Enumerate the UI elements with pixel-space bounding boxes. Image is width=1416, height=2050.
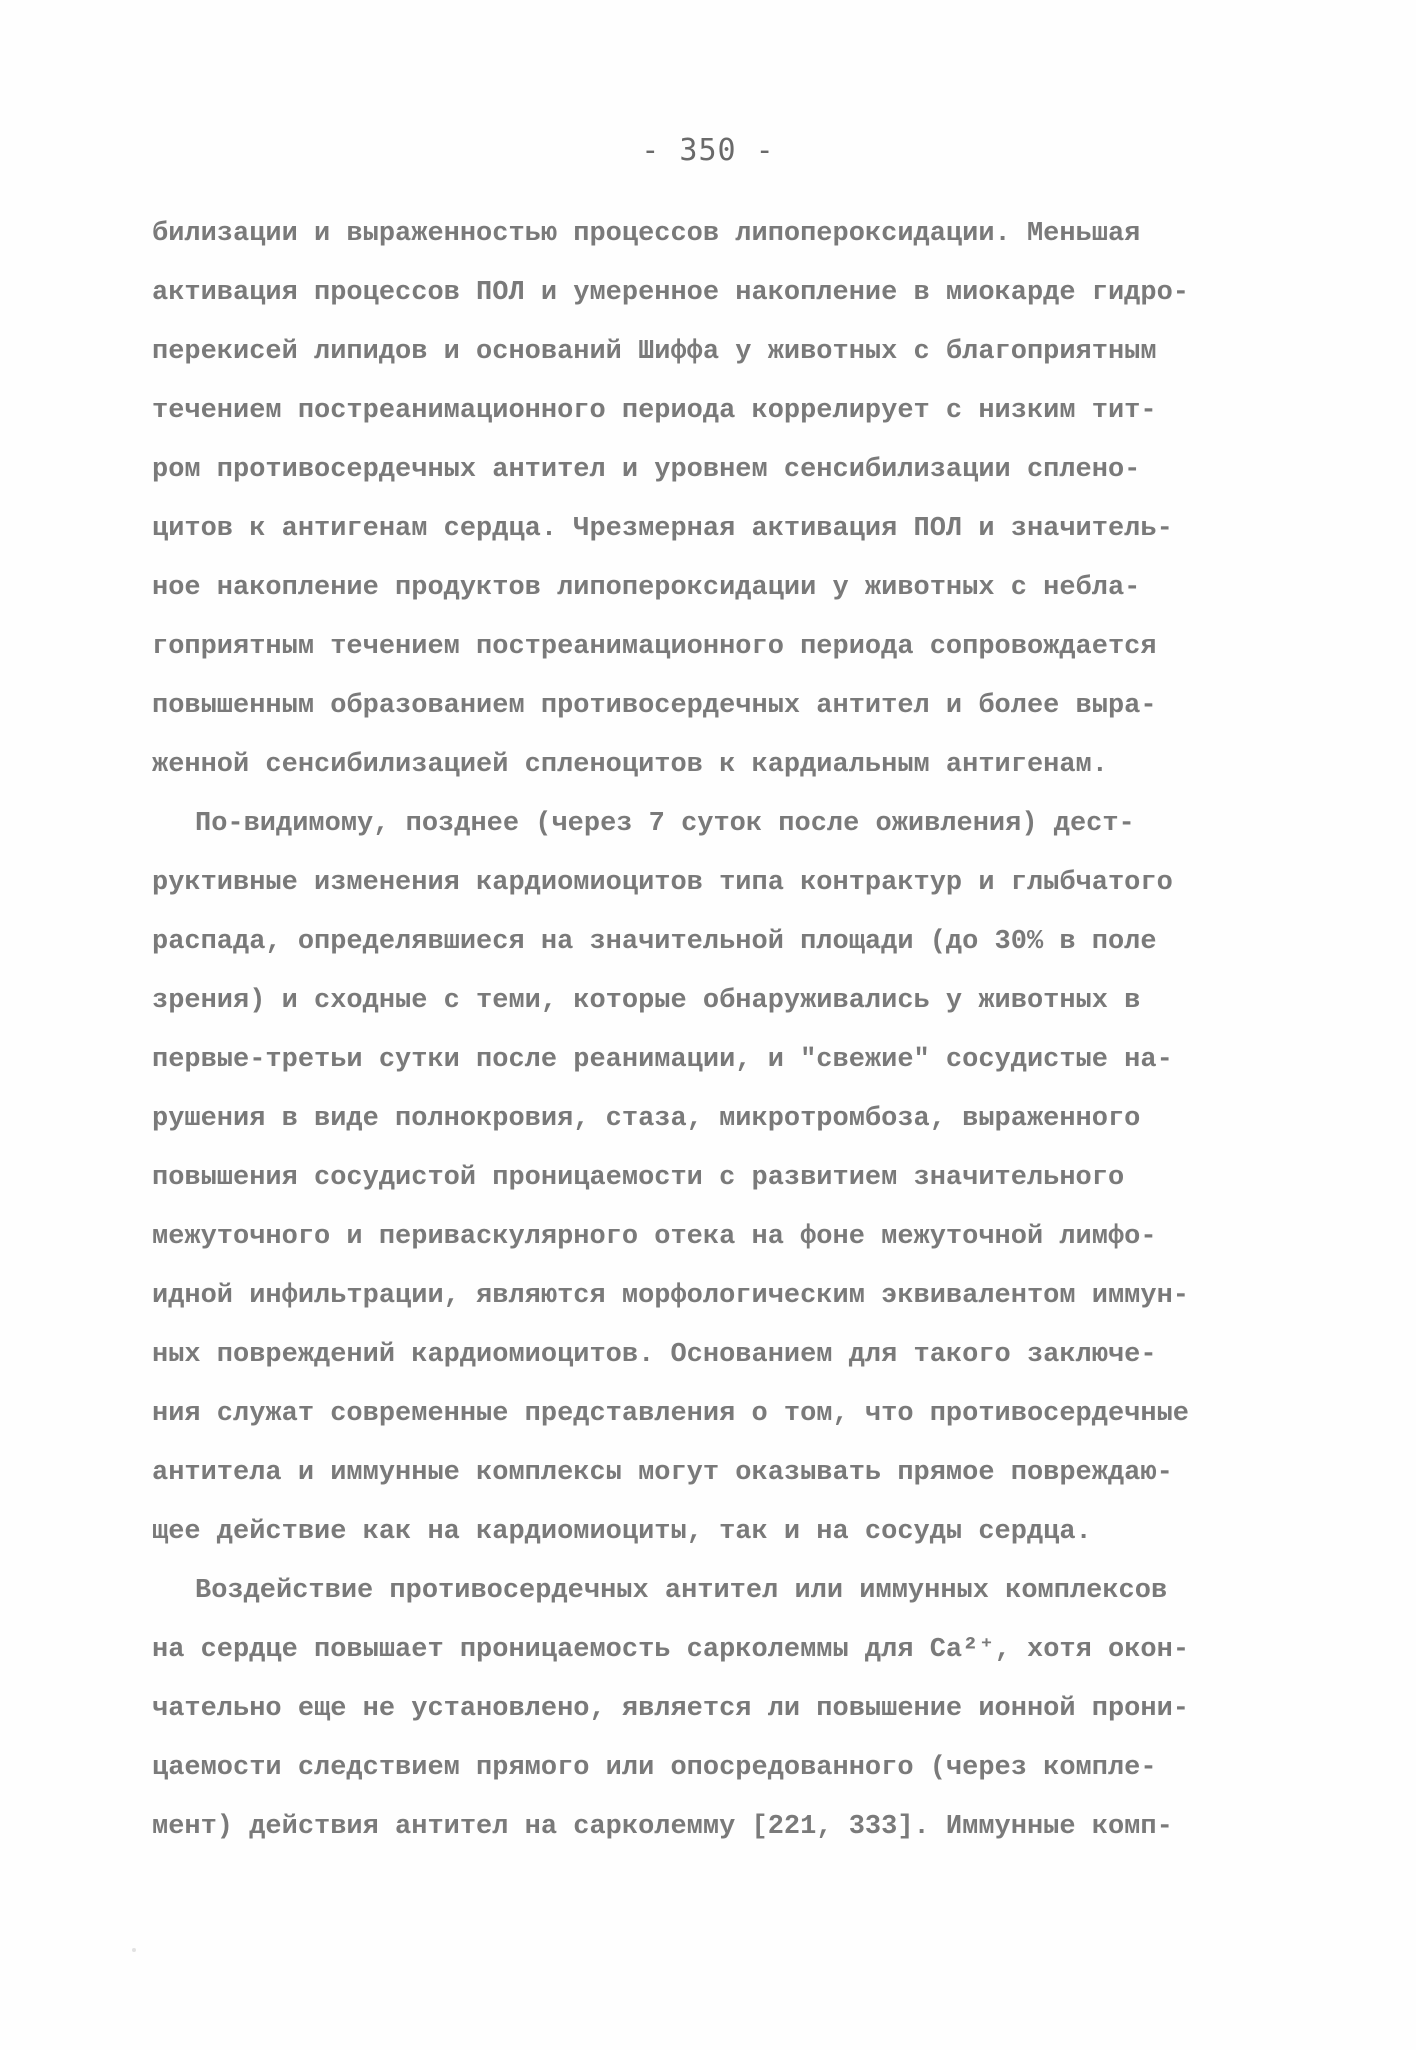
text-line: на сердце повышает проницаемость сарколеммы для Ca²⁺, хотя окон- bbox=[152, 1635, 1190, 1665]
scan-speck bbox=[132, 1948, 136, 1952]
text-line: первые-третьи сутки после реанимации, и "свежие" сосудистые на- bbox=[152, 1045, 1173, 1075]
text-line: ное накопление продуктов липопероксидации у животных с небла- bbox=[152, 573, 1141, 603]
text-line: антитела и иммунные комплексы могут оказывать прямое повреждаю- bbox=[152, 1458, 1173, 1488]
text-line: женной сенсибилизацией спленоцитов к кардиальным антигенам. bbox=[152, 750, 1108, 780]
text-line: руктивные изменения кардиомиоцитов типа контрактур и глыбчатого bbox=[152, 868, 1173, 898]
text-line: гоприятным течением постреанимационного периода сопровождается bbox=[152, 632, 1157, 662]
paragraph-start-line: Воздействие противосердечных антител или иммунных комплексов bbox=[195, 1576, 1168, 1606]
text-line: рушения в виде полнокровия, стаза, микротромбоза, выраженного bbox=[152, 1104, 1141, 1134]
body-text bbox=[152, 205, 1307, 1857]
text-line: повышения сосудистой проницаемости с развитием значительного bbox=[152, 1163, 1125, 1193]
text-line: чательно еще не установлено, является ли повышение ионной прони- bbox=[152, 1694, 1189, 1724]
text-line: мент) действия антител на сарколемму [221, 333]. Иммунные комп- bbox=[152, 1812, 1173, 1842]
paragraph-start-line: По-видимому, позднее (через 7 суток после оживления) дест- bbox=[195, 809, 1135, 839]
text-line: активация процессов ПОЛ и умеренное накопление в миокарде гидро- bbox=[152, 278, 1189, 308]
page-number: - 350 - bbox=[641, 133, 775, 168]
text-line: ных повреждений кардиомиоцитов. Основанием для такого заключе- bbox=[152, 1340, 1157, 1370]
text-line: перекисей липидов и оснований Шиффа у животных с благоприятным bbox=[152, 337, 1157, 367]
text-line: щее действие как на кардиомиоциты, так и на сосуды сердца. bbox=[152, 1517, 1092, 1547]
text-line: распада, определявшиеся на значительной площади (до 30% в поле bbox=[152, 927, 1157, 957]
text-line: цаемости следствием прямого или опосредованного (через компле- bbox=[152, 1753, 1157, 1783]
text-line: билизации и выраженностью процессов липопероксидации. Меньшая bbox=[152, 219, 1141, 249]
text-line: цитов к антигенам сердца. Чрезмерная активация ПОЛ и значитель- bbox=[152, 514, 1173, 544]
text-line: ния служат современные представления о том, что противосердечные bbox=[152, 1399, 1189, 1429]
text-line: идной инфильтрации, являются морфологическим эквивалентом иммун- bbox=[152, 1281, 1189, 1311]
text-line: зрения) и сходные с теми, которые обнаруживались у животных в bbox=[152, 986, 1141, 1016]
text-line: течением постреанимационного периода коррелирует с низким тит- bbox=[152, 396, 1157, 426]
text-line: межуточного и периваскулярного отека на фоне межуточной лимфо- bbox=[152, 1222, 1157, 1252]
text-line: повышенным образованием противосердечных антител и более выра- bbox=[152, 691, 1157, 721]
text-line: ром противосердечных антител и уровнем сенсибилизации сплено- bbox=[152, 455, 1141, 485]
